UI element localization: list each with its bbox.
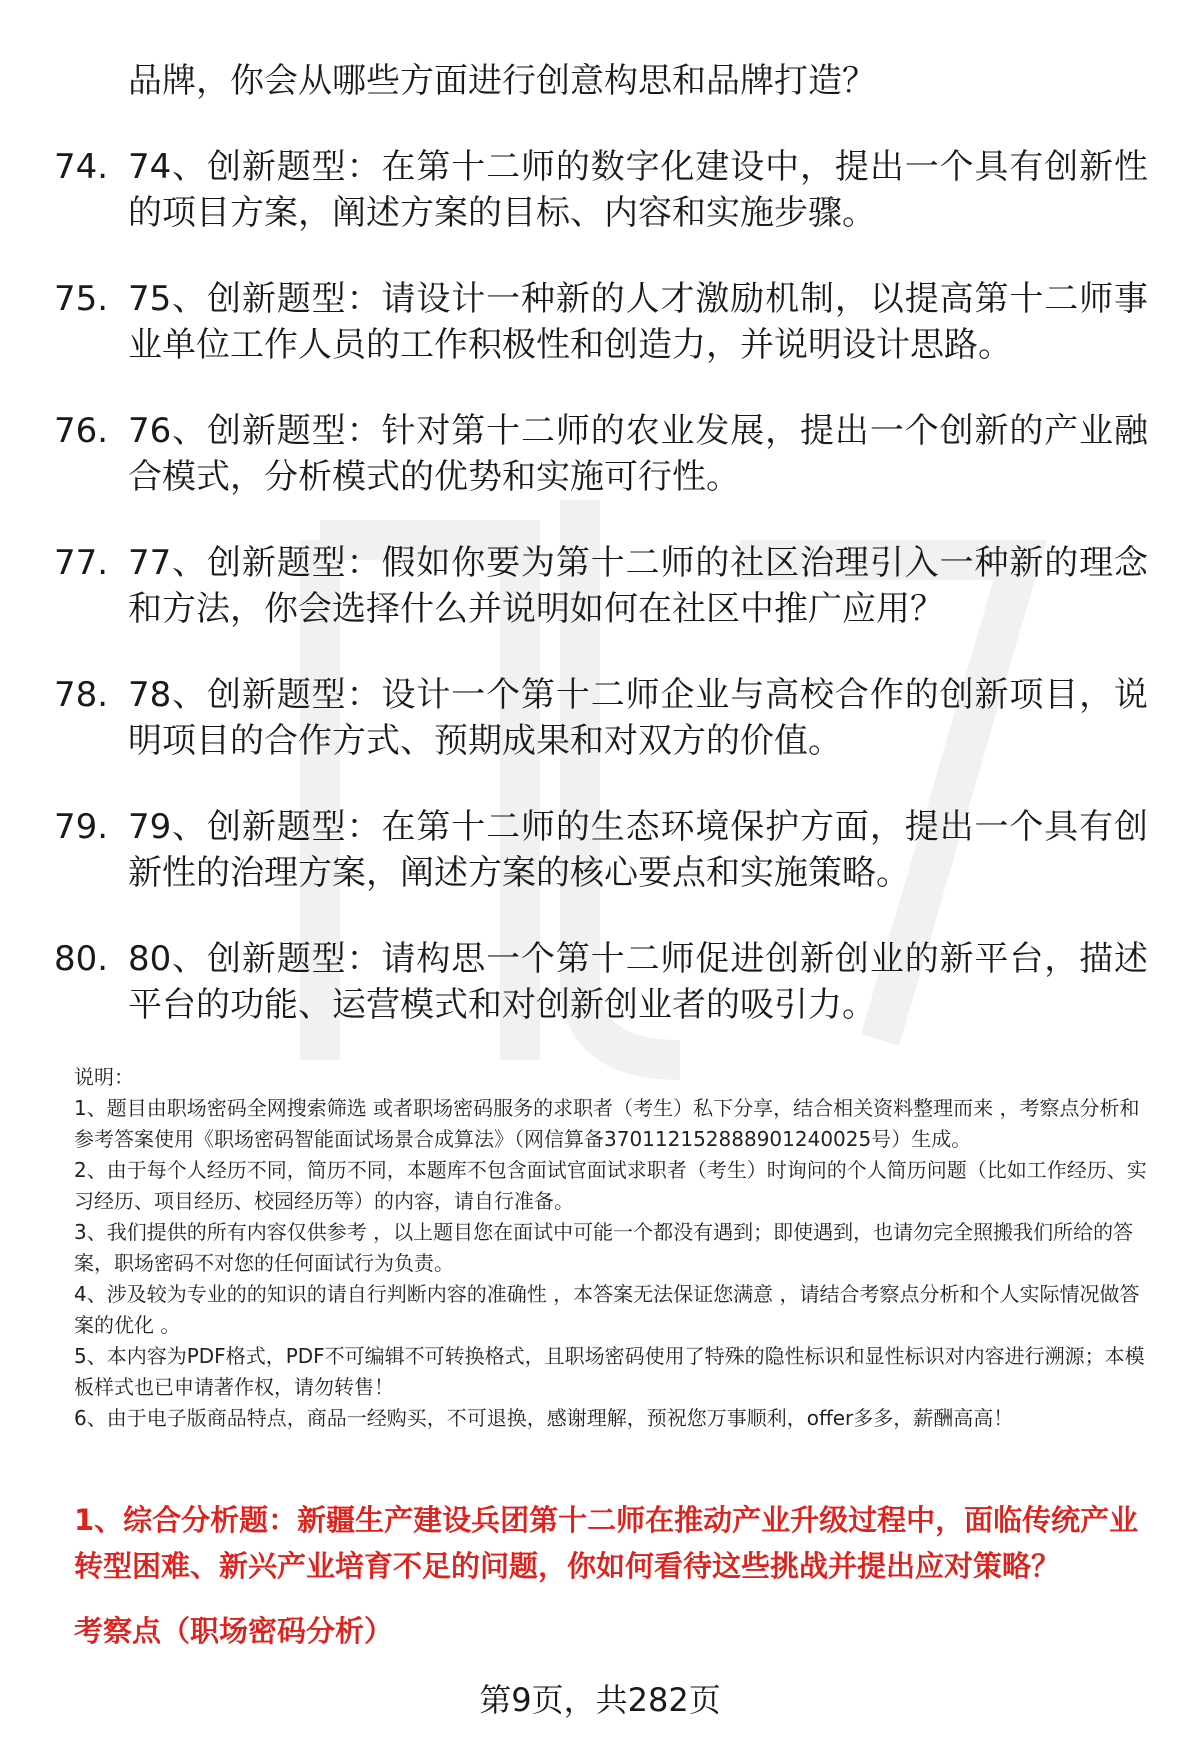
question-number: 76.	[54, 411, 109, 451]
note-item: 6、由于电子版商品特点，商品一经购买，不可退换，感谢理解，预祝您万事顺利，offer多多，薪酬高高！	[74, 1406, 1014, 1430]
list-item	[0, 540, 1200, 672]
note-item: 3、我们提供的所有内容仅供参考 ，以上题目您在面试中可能一个都没有遇到；即使遇到，也请勿完全照搬我们所给的答案，职场密码不对您的任何面试行为负责。	[74, 1220, 1134, 1275]
list-item	[0, 672, 1200, 804]
section-question: 1、综合分析题：新疆生产建设兵团第十二师在推动产业升级过程中，面临传统产业转型困难、新兴产业培育不足的问题，你如何看待这些挑战并提出应对策略？	[74, 1503, 1139, 1583]
page-footer: 第9页，共282页	[479, 1681, 721, 1719]
question-number: 74.	[54, 147, 109, 187]
question-text: 79、创新题型：在第十二师的生态环境保护方面，提出一个具有创新性的治理方案，阐述方案的核心要点和实施策略。	[128, 807, 1148, 893]
question-number: 75.	[54, 279, 109, 319]
question-number: 78.	[54, 675, 109, 715]
list-item	[0, 276, 1200, 408]
list-item	[0, 408, 1200, 540]
question-continuation: 品牌，你会从哪些方面进行创意构思和品牌打造？	[128, 61, 876, 101]
list-item	[0, 144, 1200, 276]
list-item	[0, 804, 1200, 936]
question-text: 75、创新题型：请设计一种新的人才激励机制，以提高第十二师事业单位工作人员的工作积极性和创造力，并说明设计思路。	[128, 279, 1148, 365]
question-number: 77.	[54, 543, 109, 583]
question-text: 80、创新题型：请构思一个第十二师促进创新创业的新平台，描述平台的功能、运营模式和对创新创业者的吸引力。	[128, 939, 1148, 1025]
question-text: 78、创新题型：设计一个第十二师企业与高校合作的创新项目，说明项目的合作方式、预期成果和对双方的价值。	[128, 675, 1148, 761]
note-item: 5、本内容为PDF格式，PDF不可编辑不可转换格式，且职场密码使用了特殊的隐性标识和显性标识对内容进行溯源；本模板样式也已申请著作权，请勿转售！	[74, 1344, 1145, 1399]
list-item	[0, 936, 1200, 1068]
note-item: 4、涉及较为专业的的知识的请自行判断内容的准确性 ，本答案无法保证您满意 ，请结合考察点分析和个人实际情况做答案的优化 。	[74, 1282, 1140, 1337]
note-item: 2、由于每个人经历不同，简历不同，本题库不包含面试官面试求职者（考生）时询问的个人简历问题（比如工作经历、实习经历、项目经历、校园经历等）的内容，请自行准备。	[74, 1158, 1147, 1213]
notes-title: 说明：	[74, 1065, 134, 1089]
question-text: 74、创新题型：在第十二师的数字化建设中，提出一个具有创新性的项目方案，阐述方案的目标、内容和实施步骤。	[128, 147, 1148, 233]
question-text: 77、创新题型：假如你要为第十二师的社区治理引入一种新的理念和方法，你会选择什么并说明如何在社区中推广应用？	[128, 543, 1148, 629]
note-item: 1、题目由职场密码全网搜索筛选 或者职场密码服务的求职者（考生）私下分享，结合相关资料整理而来 ，考察点分析和参考答案使用《职场密码智能面试场景合成算法》（网信算备370112152888901240025号）生成。	[74, 1096, 1140, 1151]
question-number: 79.	[54, 807, 109, 847]
question-number: 80.	[54, 939, 109, 979]
question-list	[0, 144, 1200, 1068]
question-text: 76、创新题型：针对第十二师的农业发展，提出一个创新的产业融合模式，分析模式的优势和实施可行性。	[128, 411, 1148, 497]
notes-block	[74, 1062, 1156, 1434]
section-subheading: 考察点（职场密码分析）	[74, 1614, 394, 1648]
